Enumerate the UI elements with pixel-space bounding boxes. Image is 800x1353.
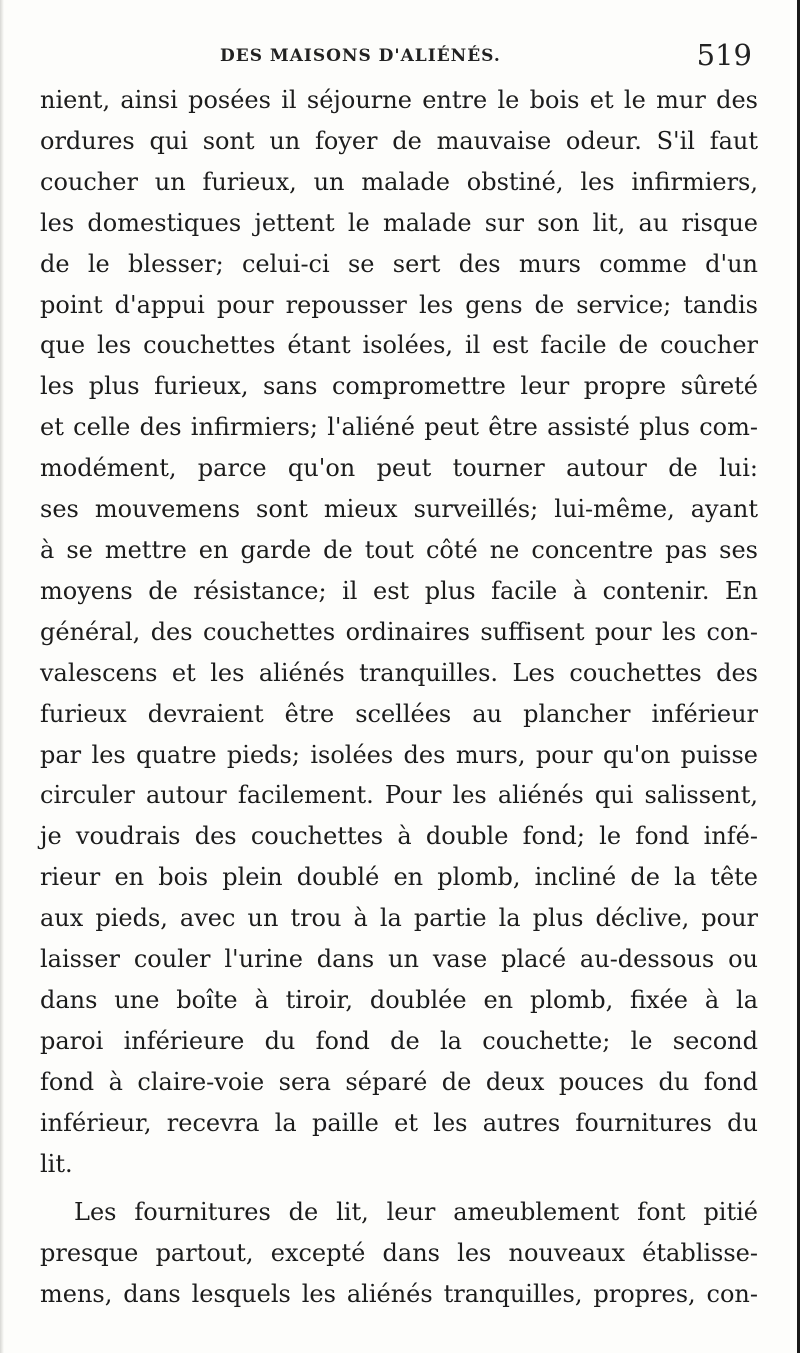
text-line: inférieur, recevra la paille et les autres fournitures du xyxy=(40,1108,758,1137)
text-line: ses mouvemens sont mieux surveillés; lui-même, ayant xyxy=(40,495,758,524)
text-line: les plus furieux, sans compromettre leur propre sûreté xyxy=(40,372,758,401)
text-line: Les fournitures de lit, leur ameublement font pitié xyxy=(74,1198,758,1227)
text-line: valescens et les aliénés tranquilles. Les couchettes des xyxy=(40,658,758,687)
text-line: laisser couler l'urine dans un vase placé au-dessous ou xyxy=(40,945,758,974)
page-header xyxy=(40,36,760,84)
text-line: coucher un furieux, un malade obstiné, les infirmiers, xyxy=(40,167,758,196)
paragraph-2 xyxy=(40,1192,758,1315)
text-line: de le blesser; celui-ci se sert des murs comme d'un xyxy=(40,249,758,278)
text-line: à se mettre en garde de tout côté ne concentre pas ses xyxy=(40,535,758,564)
text-line: nient, ainsi posées il séjourne entre le bois et le mur des xyxy=(40,86,758,114)
running-title: DES MAISONS D'ALIÉNÉS. xyxy=(220,46,501,66)
text-line: lit. xyxy=(40,1149,73,1178)
text-line: ordures qui sont un foyer de mauvaise odeur. S'il faut xyxy=(40,126,758,155)
page-number: 519 xyxy=(696,38,752,72)
text-line: presque partout, excepté dans les nouveaux établisse- xyxy=(40,1239,758,1268)
text-line: je voudrais des couchettes à double fond; le fond infé- xyxy=(40,822,758,851)
text-line: les domestiques jettent le malade sur son lit, au risque xyxy=(40,208,758,237)
text-line: par les quatre pieds; isolées des murs, pour qu'on puisse xyxy=(40,740,758,769)
text-line: circuler autour facilement. Pour les aliénés qui salissent, xyxy=(40,781,758,810)
text-line: point d'appui pour repousser les gens de service; tandis xyxy=(40,290,758,319)
text-line: et celle des infirmiers; l'aliéné peut être assisté plus com- xyxy=(40,413,758,442)
paragraph-gap xyxy=(40,1184,758,1192)
page-left-shadow xyxy=(0,0,4,1353)
text-line: mens, dans lesquels les aliénés tranquilles, propres, con- xyxy=(40,1280,758,1309)
text-line: que les couchettes étant isolées, il est facile de coucher xyxy=(40,331,758,360)
text-line: général, des couchettes ordinaires suffisent pour les con- xyxy=(40,617,758,646)
paragraph-1 xyxy=(40,80,758,1184)
body-text xyxy=(40,80,758,1315)
text-line: rieur en bois plein doublé en plomb, incliné de la tête xyxy=(40,863,758,892)
text-line: furieux devraient être scellées au plancher inférieur xyxy=(40,699,758,728)
text-line: paroi inférieure du fond de la couchette; le second xyxy=(40,1026,758,1055)
text-line: modément, parce qu'on peut tourner autour de lui: xyxy=(40,454,758,483)
text-line: moyens de résistance; il est plus facile à contenir. En xyxy=(40,576,758,605)
text-line: dans une boîte à tiroir, doublée en plomb, fixée à la xyxy=(40,985,758,1014)
text-line: fond à claire-voie sera séparé de deux pouces du fond xyxy=(40,1067,758,1096)
text-line: aux pieds, avec un trou à la partie la plus déclive, pour xyxy=(40,904,758,933)
